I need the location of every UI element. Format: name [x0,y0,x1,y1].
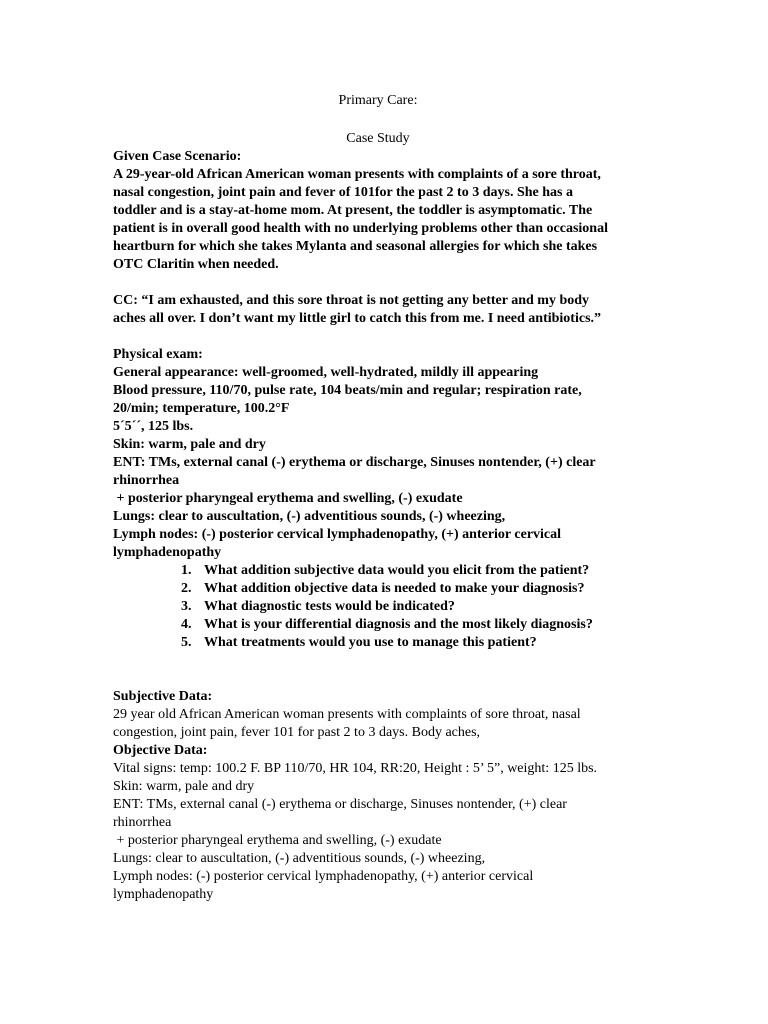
question-item [113,580,643,598]
physical-exam-heading: Physical exam: [113,347,203,362]
physical-exam-line: ENT: TMs, external canal (-) erythema or discharge, Sinuses nontender, (+) clear [113,455,596,470]
objective-line: ENT: TMs, external canal (-) erythema or discharge, Sinuses nontender, (+) clear [113,797,567,812]
objective-section [113,742,643,904]
document-page [113,92,643,904]
objective-line: Vital signs: temp: 100.2 F. BP 110/70, HR 104, RR:20, Height : 5’ 5”, weight: 125 lbs. [113,761,598,776]
subjective-heading: Subjective Data: [113,689,213,704]
scenario-line: nasal congestion, joint pain and fever of 101for the past 2 to 3 days. She has a [113,185,573,200]
subjective-line: congestion, joint pain, fever 101 for past 2 to 3 days. Body aches, [113,725,481,740]
question-item [113,616,643,634]
objective-line: lymphadenopathy [113,887,214,902]
subjective-line: 29 year old African American woman presents with complaints of sore throat, nasal [113,707,581,722]
physical-exam-line: Skin: warm, pale and dry [113,437,266,452]
objective-line: rhinorrhea [113,815,172,830]
chief-complaint-section [113,292,643,328]
document-subtitle: Case Study [346,131,410,146]
question-number: 1. [181,563,192,578]
physical-exam-section [113,346,643,562]
chief-complaint-line: CC: “I am exhausted, and this sore throat is not getting any better and my body [113,293,590,308]
scenario-line: A 29-year-old African American woman presents with complaints of a sore throat, [113,167,601,182]
question-number: 2. [181,581,192,596]
question-item [113,562,643,580]
physical-exam-line: 5´5´´, 125 lbs. [113,419,194,434]
question-text: What is your differential diagnosis and the most likely diagnosis? [204,617,593,632]
scenario-line: OTC Claritin when needed. [113,257,279,272]
question-text: What treatments would you use to manage this patient? [204,635,537,650]
scenario-line: patient is in overall good health with no underlying problems other than occasional [113,221,608,236]
questions-list [113,562,643,652]
scenario-heading: Given Case Scenario: [113,149,242,164]
physical-exam-line: Blood pressure, 110/70, pulse rate, 104 beats/min and regular; respiration rate, [113,383,582,398]
objective-line: Lungs: clear to auscultation, (-) adventitious sounds, (-) wheezing, [113,851,486,866]
question-item [113,634,643,652]
objective-heading: Objective Data: [113,743,208,758]
question-number: 5. [181,635,192,650]
document-title: Primary Care: [338,93,418,108]
physical-exam-line: 20/min; temperature, 100.2°F [113,401,290,416]
scenario-line: toddler and is a stay-at-home mom. At present, the toddler is asymptomatic. The [113,203,593,218]
objective-line: Lymph nodes: (-) posterior cervical lymphadenopathy, (+) anterior cervical [113,869,534,884]
objective-line: Skin: warm, pale and dry [113,779,255,794]
chief-complaint-line: aches all over. I don’t want my little girl to catch this from me. I need antibiotics.” [113,311,602,326]
scenario-line: heartburn for which she takes Mylanta and seasonal allergies for which she takes [113,239,598,254]
physical-exam-line: Lungs: clear to auscultation, (-) adventitious sounds, (-) wheezing, [113,509,506,524]
physical-exam-line: + posterior pharyngeal erythema and swelling, (-) exudate [113,491,463,506]
question-text: What addition subjective data would you elicit from the patient? [204,563,590,578]
physical-exam-line: Lymph nodes: (-) posterior cervical lymphadenopathy, (+) anterior cervical [113,527,562,542]
question-number: 3. [181,599,192,614]
question-text: What addition objective data is needed to make your diagnosis? [204,581,585,596]
scenario-section [113,148,643,274]
question-item [113,598,643,616]
physical-exam-line: rhinorrhea [113,473,180,488]
physical-exam-line: General appearance: well-groomed, well-hydrated, mildly ill appearing [113,365,539,380]
question-number: 4. [181,617,192,632]
subjective-section [113,688,643,742]
objective-line: + posterior pharyngeal erythema and swelling, (-) exudate [113,833,442,848]
physical-exam-line: lymphadenopathy [113,545,222,560]
question-text: What diagnostic tests would be indicated? [204,599,455,614]
